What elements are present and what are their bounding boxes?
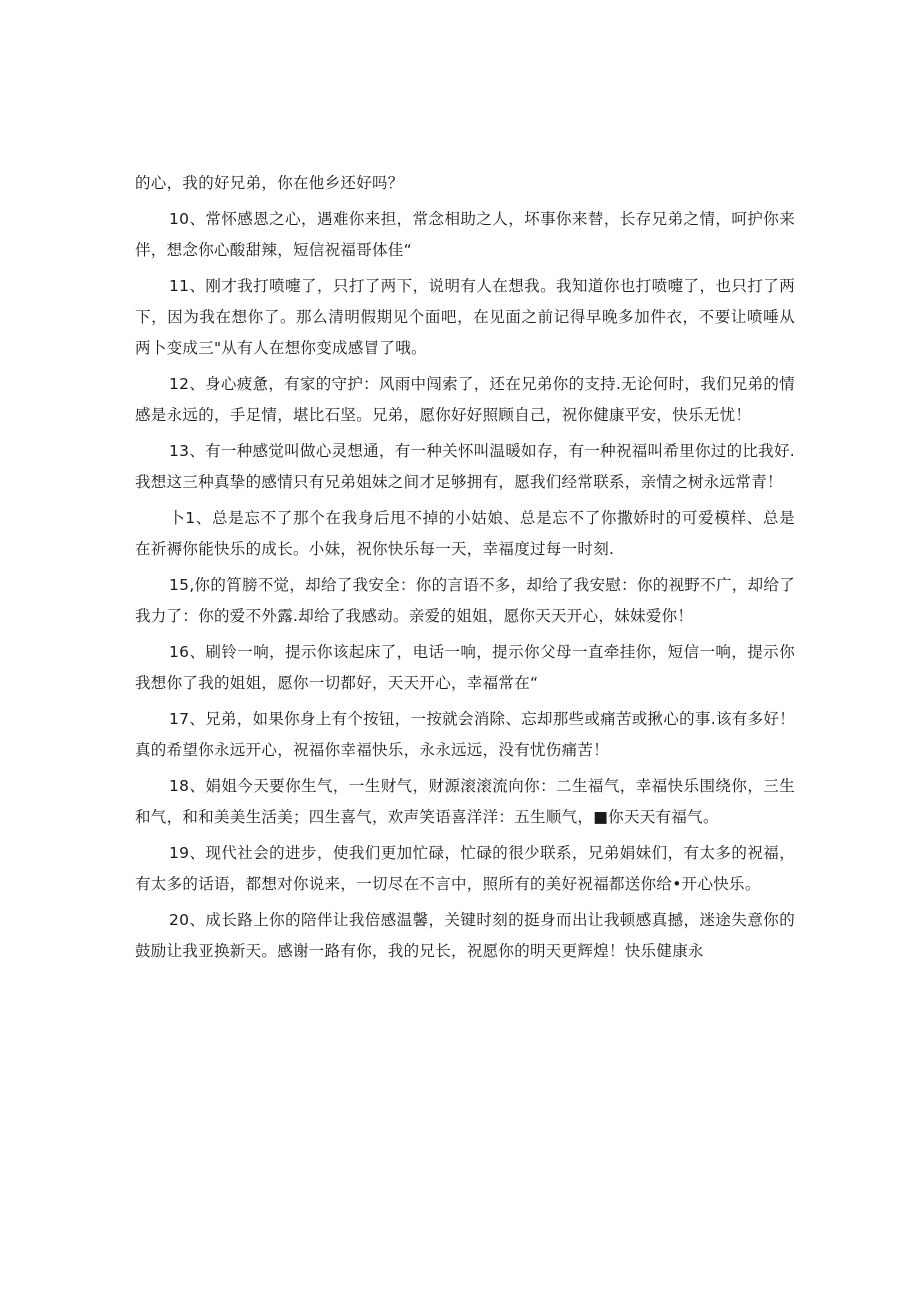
document-body [135,168,795,972]
paragraph-19: 19、现代社会的进步，使我们更加忙碌，忙碌的很少联系，兄弟娟妹们，有太多的祝福，有太多的话语，都想对你说来，一切尽在不言中，照所有的美好祝福都送你给•开心快乐。 [135,844,795,893]
paragraph-14: 卜1、总是忘不了那个在我身后甩不掉的小姑娘、总是忘不了你撒娇时的可爱模样、总是在祈褥你能快乐的成长。小妹，祝你快乐每一天，幸福度过每一时刻. [135,509,795,558]
paragraph-16: 16、刷铃一响，提示你该起床了，电话一响，提示你父母一直牵挂你，短信一响，提示你我想你了我的姐姐，愿你一切都好，天天开心，幸福常在“ [135,643,795,692]
paragraph-10: 10、常怀感恩之心，遇难你来担，常念相助之人，坏事你来替，长存兄弟之情，呵护你来伴，想念你心酸甜辣，短信祝福哥体佳“ [135,210,795,259]
paragraph-17: 17、兄弟，如果你身上有个按钮，一按就会消除、忘却那些或痛苦或揪心的事.该有多好！真的希望你永远开心，祝福你幸福快乐，永永远远，没有忧伤痛苦！ [135,710,795,759]
paragraph-13: 13、有一种感觉叫做心灵想通，有一种关怀叫温暖如存，有一种祝福叫希里你过的比我好.我想这三种真挚的感情只有兄弟姐妹之间才足够拥有，愿我们经常联系，亲情之树永远常青！ [135,442,795,491]
paragraph-12: 12、身心疲惫，有家的守护：风雨中闯索了，还在兄弟你的支持.无论何时，我们兄弟的情感是永远的，手足情，堪比石坚。兄弟，愿你好好照顾自己，祝你健康平安，快乐无忧！ [135,375,795,424]
paragraph-continuation: 的心，我的好兄弟，你在他乡还好吗？ [135,174,404,192]
paragraph-18: 18、娟姐今天要你生气，一生财气，财源滚滚流向你：二生福气，幸福快乐围绕你，三生和气，和和美美生活美；四生喜气，欢声笑语喜洋洋：五生顺气，■你天天有福气。 [135,777,795,826]
paragraph-11: 11、刚才我打喷嚏了，只打了两下，说明有人在想我。我知道你也打喷嚏了，也只打了两下，因为我在想你了。那么清明假期见个面吧，在见面之前记得早晚多加件衣，不要让喷唾从两卜变成三"从有人在想你变成感冒了哦。 [135,277,795,357]
paragraph-15: 15,你的筲膀不觉，却给了我安全：你的言语不多，却给了我安慰：你的视野不广，却给了我力了：你的爱不外露.却给了我感动。亲爱的姐姐，愿你天天开心，妹妹爱你！ [135,576,795,625]
paragraph-20: 20、成长路上你的陪伴让我倍感温馨，关键时刻的挺身而出让我顿感真撼，迷途失意你的鼓励让我亚换新天。感谢一路有你，我的兄长，祝愿你的明天更辉煌！快乐健康永 [135,911,795,960]
